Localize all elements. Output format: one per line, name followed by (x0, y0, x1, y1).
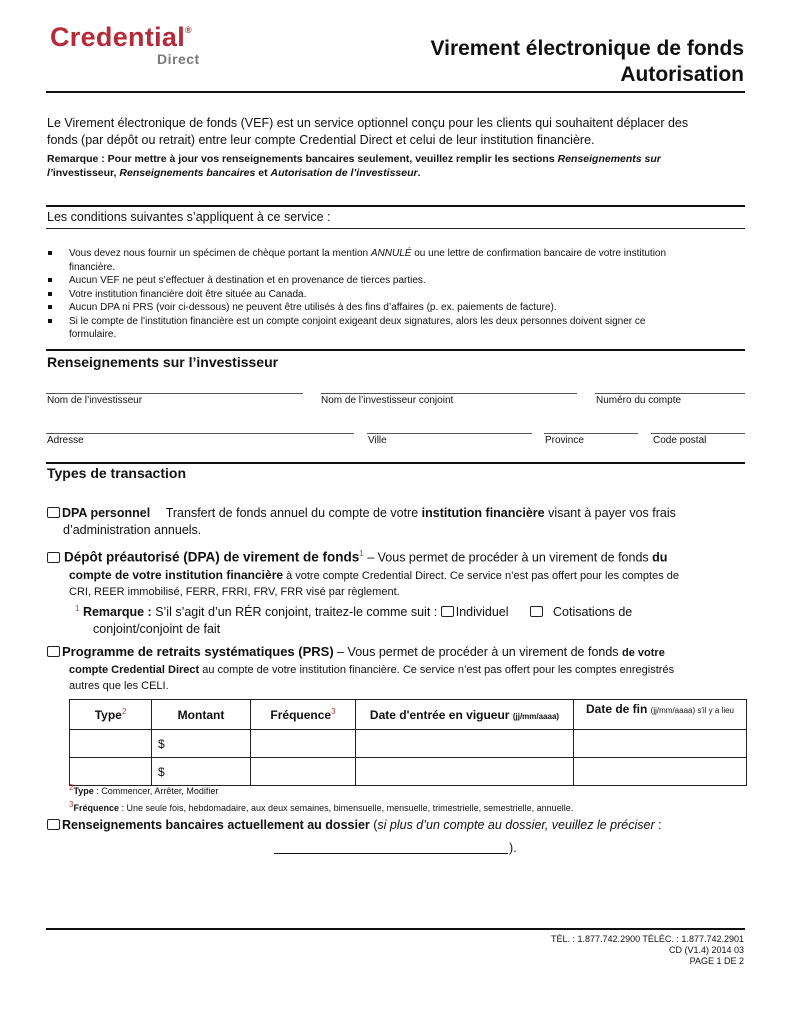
condition-item-2 (46, 274, 741, 288)
transactions-heading: Types de transaction (47, 465, 187, 481)
remarque-text: S’il s’agit d’un RÉR conjoint, traitez-le comme suit : (151, 605, 441, 620)
footer-rule (46, 928, 745, 930)
address-field[interactable] (46, 433, 354, 434)
cotisations-label: Cotisations de (553, 605, 633, 620)
type-footnote-ref: 2 (121, 707, 127, 716)
city-field[interactable] (367, 433, 532, 434)
bank-text-a: ( (369, 818, 378, 832)
cond1-text-a: Vous devez nous fournir un spécimen de chèque portant la mention (69, 248, 371, 259)
postal-code-field[interactable] (651, 433, 745, 434)
cond5-text-a: Si le compte de l’institution financière est un compte conjoint exigeant deux signatures, alors les deux personnes doivent signer ce (69, 315, 646, 327)
dpa-text-d: d’administration annuels. (63, 523, 202, 537)
cond5-text-b: formulaire. (69, 329, 117, 340)
dpa-personnel-checkbox[interactable] (47, 507, 60, 518)
footnote-frequence (69, 798, 573, 815)
dpa-personnel-title: DPA personnel (62, 506, 151, 520)
conditions-list (46, 247, 741, 342)
investor-top-rule (46, 349, 745, 351)
condition-item-3 (46, 288, 741, 302)
footer-info (551, 934, 744, 967)
depot-text-e: CRI, REER immobilisé, FERR, FRRI, FRV, FRR visé par règlement. (69, 585, 400, 598)
logo-subtitle: Direct (157, 51, 200, 67)
bank-info-option (47, 817, 747, 834)
cotisations-checkbox[interactable] (530, 606, 543, 617)
col-type-header: Type$^2$ (70, 700, 152, 730)
dpa-text-c: visant à payer vos frais (544, 506, 676, 520)
depot-footnote-ref: 1 (359, 549, 364, 558)
prs-table (69, 699, 747, 786)
table-header-row (70, 700, 747, 730)
type-cell[interactable] (70, 730, 152, 758)
address-label: Adresse (47, 435, 84, 446)
cond2-text: Aucun VEF ne peut s’effectuer à destination et en provenance de tierces parties. (69, 275, 426, 286)
remarque-footnote-ref: 1 (75, 604, 80, 613)
condition-item-1 (46, 247, 741, 274)
depot-text-d: à votre compte Credential Direct. Ce service n’est pas offert pour les comptes de (283, 569, 680, 582)
date-fin-cell[interactable] (574, 730, 747, 758)
footnote-2-text: : Commencer, Arrêter, Modifier (93, 786, 219, 796)
bank-text-italic: si plus d’un compte au dossier, veuillez le préciser (377, 818, 655, 832)
remarque-text-a: Remarque : Pour mettre à jour vos renseignements bancaires seulement, veuillez remplir les sections (47, 153, 558, 165)
condition-item-5 (46, 315, 741, 342)
footnote-type (69, 781, 573, 798)
investor-name-label: Nom de l’investisseur (47, 395, 143, 406)
prs-title: Programme de retraits systématiques (PRS) (62, 644, 334, 659)
depot-title: Dépôt préautorisé (DPA) de virement de fonds (64, 549, 360, 565)
footnote-3-title: Fréquence (73, 803, 119, 813)
date-fin-cell[interactable] (574, 758, 747, 786)
title-line-2: Autorisation (620, 63, 744, 86)
dpa-personnel-option (47, 505, 747, 539)
bullet-icon (48, 251, 52, 255)
col-date-fin-header: Date de fin (jj/mm/aaaa) s'il y a lieu (574, 700, 747, 730)
table-footnotes (69, 781, 573, 815)
cond3-text: Votre institution financière doit être située au Canada. (69, 288, 307, 300)
title-line-1: Virement électronique de fonds (430, 37, 744, 60)
joint-investor-field[interactable] (321, 393, 577, 394)
depot-text-b: du (652, 550, 668, 565)
cond1-italic: ANNULÉ (370, 248, 412, 259)
col-montant-header: Montant (152, 700, 251, 730)
bank-info-field[interactable] (274, 853, 508, 854)
footnote-3-text: : Une seule fois, hebdomadaire, aux deux semaines, bimensuelle, mensuelle, trimestrielle, semestrielle, annuelle. (118, 803, 574, 813)
intro-remarque (47, 153, 747, 180)
footer-page-number: PAGE 1 DE 2 (689, 956, 744, 966)
logo-wordmark: Credential (50, 22, 186, 52)
bullet-icon (48, 305, 52, 309)
investor-name-field[interactable] (46, 393, 303, 394)
joint-investor-label: Nom de l’investisseur conjoint (321, 395, 454, 406)
individuel-label: Individuel (455, 605, 509, 620)
condition-item-4 (46, 301, 741, 315)
intro-paragraph (47, 115, 747, 149)
bullet-icon (48, 292, 52, 296)
bullet-icon (48, 319, 52, 323)
prs-option (47, 643, 747, 694)
remarque-text-b: investisseur, (52, 166, 120, 179)
footer-phone: TÉL. : 1.877.742.2900 TÉLÉC. : 1.877.742.2901 (551, 934, 744, 944)
dpa-text-a: Transfert de fonds annuel du compte de votre (165, 506, 422, 520)
remarque-text-d: . (417, 166, 421, 179)
bank-info-title: Renseignements bancaires actuellement au dossier (62, 818, 370, 832)
depot-text-a: – Vous permet de procéder à un virement de fonds (363, 550, 653, 565)
cond4-text: Aucun DPA ni PRS (voir ci-dessous) ne peuvent être utilisés à des fins d’affaires (p. ex. paiements de facture). (69, 302, 557, 313)
logo-registered-mark: ® (185, 25, 192, 35)
frequence-footnote-ref: 3 (331, 707, 336, 716)
prs-text-c: compte Credential Direct (69, 664, 200, 676)
footer-version: CD (V1.4) 2014 03 (668, 945, 744, 955)
cond1-text-b: ou une lettre de confirmation bancaire de votre institution (411, 248, 667, 259)
postal-code-label: Code postal (653, 435, 707, 446)
bullet-icon (48, 278, 52, 282)
depot-checkbox[interactable] (47, 552, 60, 563)
bank-info-checkbox[interactable] (47, 819, 60, 830)
remarque-italic-1b: l’ (47, 166, 53, 179)
province-label: Province (545, 435, 584, 446)
remarque-italic-3: Autorisation de l’investisseur (270, 166, 418, 179)
remarque-text-c: et (255, 166, 271, 179)
col-frequence-header: Fréquence$^3$ (251, 700, 356, 730)
investor-heading: Renseignements sur l’investisseur (47, 354, 279, 370)
transactions-top-rule (46, 462, 745, 464)
remarque-italic-2: Renseignements bancaires (119, 166, 256, 179)
bank-info-close: ). (509, 841, 517, 855)
col-date-entree-header: Date d'entrée en vigueur (jj/mm/aaaa) (356, 700, 574, 730)
conditions-heading-rule (46, 228, 745, 229)
account-number-label: Numéro du compte (596, 395, 682, 406)
footnote-2-marker: 2 (69, 783, 74, 792)
intro-line-1: Le Virement électronique de fonds (VEF) est un service optionnel conçu pour les clients qui souhaitent déplacer des (47, 116, 689, 130)
depot-remarque (75, 600, 745, 638)
prs-text-a: – Vous permet de procéder à un virement de fonds (333, 645, 623, 659)
prs-text-d: au compte de votre institution financière. Ce service n’est pas offert pour les comptes enregistrés (199, 664, 675, 676)
currency-symbol: $ (158, 764, 165, 779)
prs-checkbox[interactable] (47, 646, 60, 657)
province-field[interactable] (544, 433, 638, 434)
conditions-top-rule (46, 205, 745, 207)
conditions-heading: Les conditions suivantes s’appliquent à ce service : (47, 210, 331, 224)
cond1-text-c: financière. (69, 261, 116, 273)
footnote-2-title: Type (73, 786, 94, 796)
depot-text-c: compte de votre institution financière (69, 567, 284, 582)
montant-cell[interactable] (152, 730, 251, 758)
date-entree-format: (jj/mm/aaaa) (512, 711, 560, 721)
intro-line-2: fonds (par dépôt ou retrait) entre leur compte Credential Direct et celui de leur institution financière. (47, 133, 595, 147)
brand-logo (50, 24, 192, 51)
account-number-field[interactable] (595, 393, 745, 394)
individuel-checkbox[interactable] (441, 606, 454, 617)
bank-text-b: : (654, 818, 662, 832)
table-row (70, 730, 747, 758)
depot-option (47, 545, 747, 600)
date-fin-format: (jj/mm/aaaa) s'il y a lieu (650, 706, 734, 715)
header-rule (46, 91, 745, 93)
remarque-italic-1: Renseignements sur (557, 153, 661, 165)
remarque-title: Remarque : (82, 605, 152, 620)
currency-symbol: $ (158, 736, 165, 751)
prs-text-e: autres que les CELI. (69, 680, 169, 692)
footnote-3-marker: 3 (69, 800, 74, 809)
page-title (430, 36, 744, 88)
date-entree-cell[interactable] (356, 730, 574, 758)
dpa-text-b: institution financière (421, 506, 545, 520)
city-label: Ville (368, 435, 387, 446)
cotisations-label-cont: conjoint/conjoint de fait (93, 622, 221, 637)
prs-text-b: de votre (622, 647, 665, 659)
frequence-cell[interactable] (251, 730, 356, 758)
